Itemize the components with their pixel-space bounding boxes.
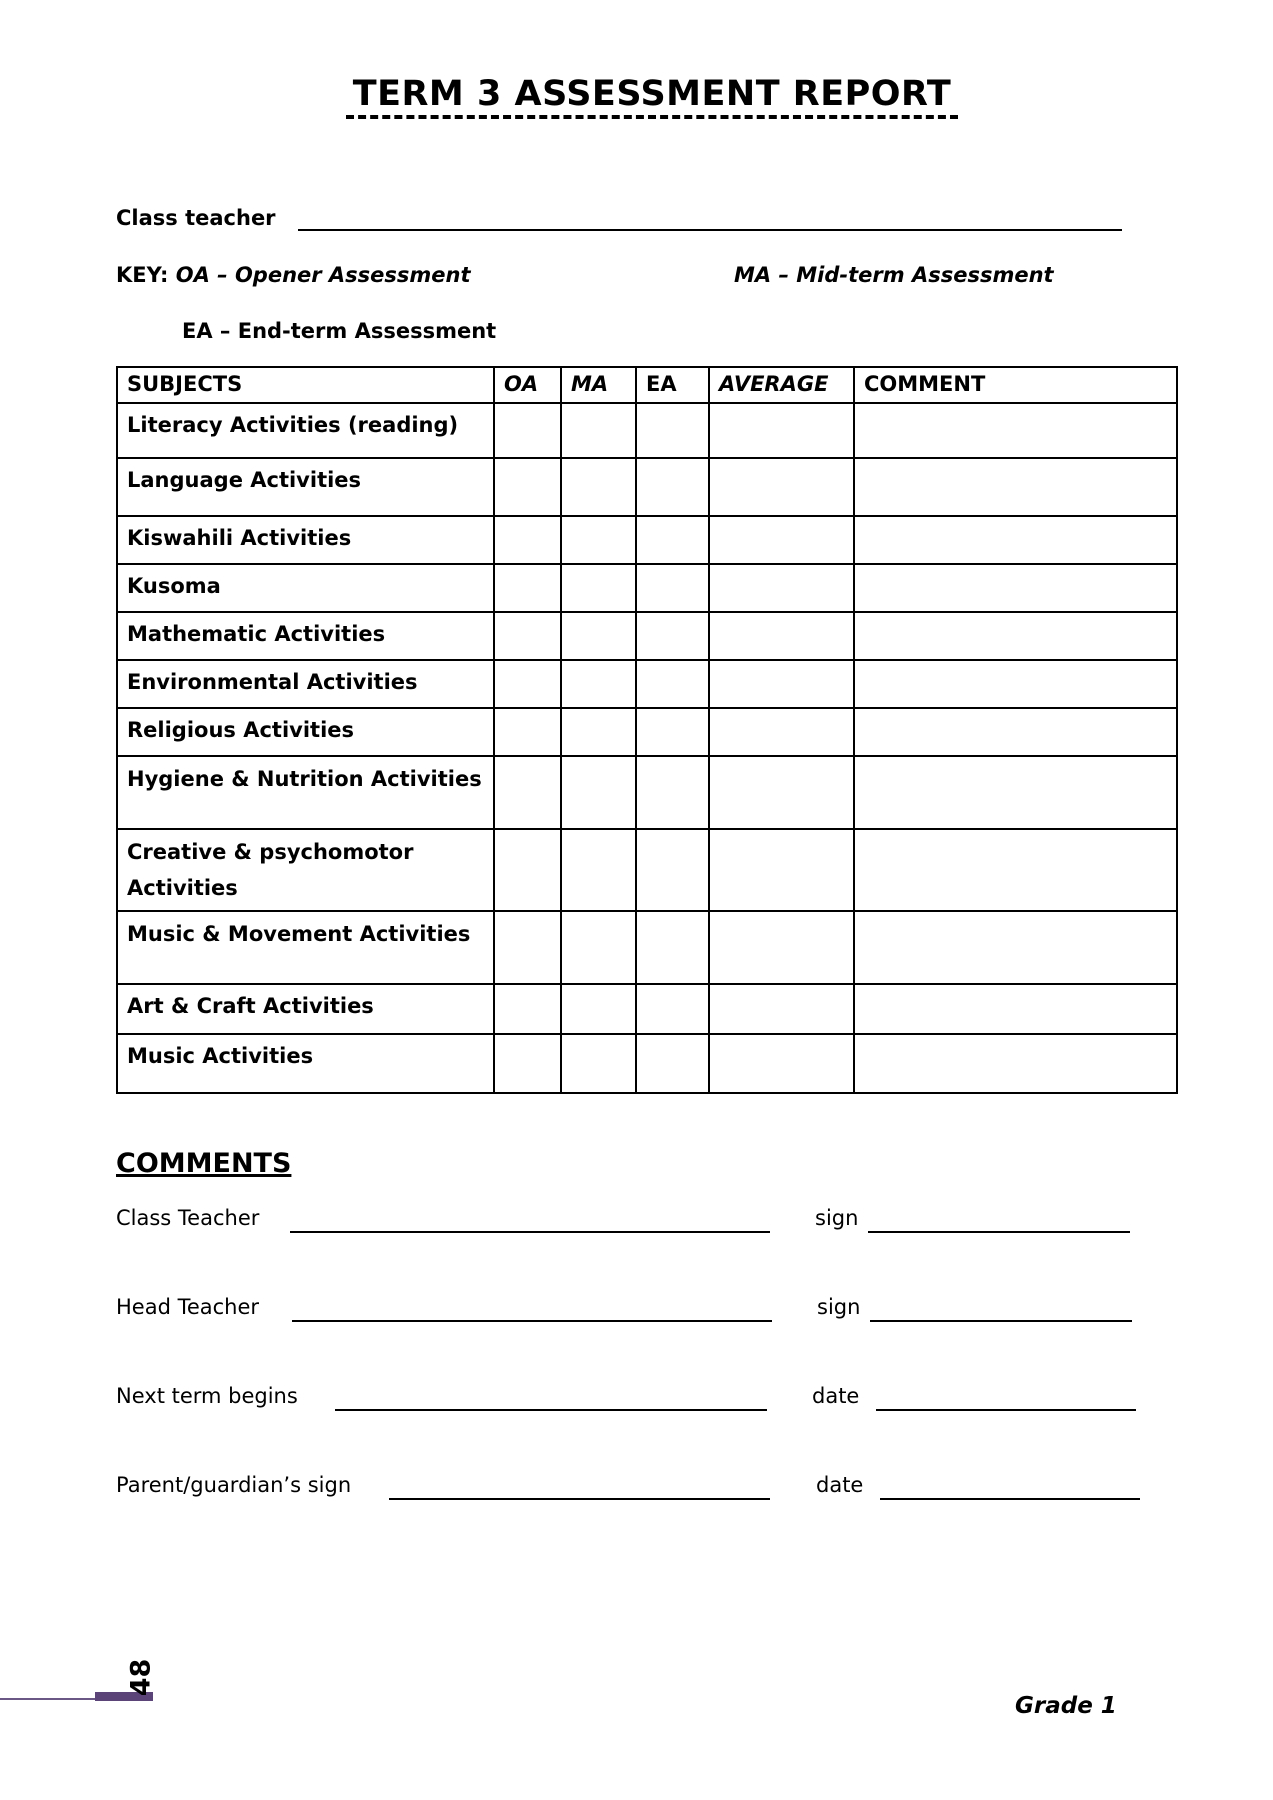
page-title: TERM 3 ASSESSMENT REPORT <box>352 74 952 114</box>
next-term-field[interactable] <box>335 1409 767 1411</box>
ea-cell[interactable] <box>636 1034 709 1093</box>
ea-cell[interactable] <box>636 516 709 564</box>
subject-cell: Religious Activities <box>117 708 494 756</box>
average-cell[interactable] <box>709 403 854 458</box>
header-ea: EA <box>636 367 709 403</box>
ma-cell[interactable] <box>561 564 636 612</box>
ea-cell[interactable] <box>636 660 709 708</box>
oa-cell[interactable] <box>494 1034 561 1093</box>
oa-cell[interactable] <box>494 984 561 1034</box>
subject-cell: Environmental Activities <box>117 660 494 708</box>
subject-cell: Language Activities <box>117 458 494 516</box>
oa-cell[interactable] <box>494 829 561 911</box>
parent-sign-label: Parent/guardian’s sign <box>116 1473 352 1497</box>
parent-date-field[interactable] <box>880 1498 1140 1500</box>
ea-cell[interactable] <box>636 708 709 756</box>
comment-cell[interactable] <box>854 756 1177 829</box>
next-term-label: Next term begins <box>116 1384 298 1408</box>
subject-cell: Creative & psychomotor Activities <box>117 829 494 911</box>
next-term-date-field[interactable] <box>876 1409 1136 1411</box>
ea-cell[interactable] <box>636 403 709 458</box>
comment-cell[interactable] <box>854 458 1177 516</box>
head-teacher-sign-field[interactable] <box>870 1320 1132 1322</box>
table-row <box>117 756 1177 829</box>
class-teacher-sign-field[interactable] <box>868 1231 1130 1233</box>
key-label: KEY: <box>116 263 169 287</box>
table-row <box>117 911 1177 984</box>
ma-cell[interactable] <box>561 403 636 458</box>
comment-cell[interactable] <box>854 660 1177 708</box>
parent-sign-field[interactable] <box>389 1498 770 1500</box>
class-teacher-comment-label: Class Teacher <box>116 1206 260 1230</box>
key-ma-text: MA – Mid-term Assessment <box>734 263 1054 287</box>
ma-cell[interactable] <box>561 516 636 564</box>
key-ea: EA – End-term Assessment <box>182 319 497 343</box>
ea-cell[interactable] <box>636 612 709 660</box>
comment-cell[interactable] <box>854 911 1177 984</box>
ea-cell[interactable] <box>636 756 709 829</box>
ea-cell[interactable] <box>636 984 709 1034</box>
oa-cell[interactable] <box>494 708 561 756</box>
table-row <box>117 458 1177 516</box>
ea-cell[interactable] <box>636 911 709 984</box>
ma-cell[interactable] <box>561 708 636 756</box>
header-average: AVERAGE <box>709 367 854 403</box>
oa-cell[interactable] <box>494 516 561 564</box>
ma-cell[interactable] <box>561 984 636 1034</box>
table-row <box>117 708 1177 756</box>
subject-cell: Music Activities <box>117 1034 494 1093</box>
average-cell[interactable] <box>709 660 854 708</box>
ea-cell[interactable] <box>636 564 709 612</box>
ea-cell[interactable] <box>636 829 709 911</box>
ma-cell[interactable] <box>561 458 636 516</box>
ea-cell[interactable] <box>636 458 709 516</box>
oa-cell[interactable] <box>494 911 561 984</box>
average-cell[interactable] <box>709 516 854 564</box>
average-cell[interactable] <box>709 911 854 984</box>
table-header-row <box>117 367 1177 403</box>
header-oa: OA <box>494 367 561 403</box>
ma-cell[interactable] <box>561 829 636 911</box>
key-block <box>116 262 471 288</box>
table-row <box>117 403 1177 458</box>
oa-cell[interactable] <box>494 660 561 708</box>
table-row <box>117 612 1177 660</box>
ma-cell[interactable] <box>561 911 636 984</box>
oa-cell[interactable] <box>494 403 561 458</box>
subject-cell: Literacy Activities (reading) <box>117 403 494 458</box>
header-subjects: SUBJECTS <box>117 367 494 403</box>
oa-cell[interactable] <box>494 564 561 612</box>
subject-cell: Mathematic Activities <box>117 612 494 660</box>
key-oa: OA – Opener Assessment <box>175 263 471 287</box>
class-teacher-field[interactable] <box>298 229 1122 231</box>
table-row <box>117 516 1177 564</box>
class-teacher-sign-label: sign <box>815 1206 859 1230</box>
next-term-date-label: date <box>812 1384 860 1408</box>
table-row <box>117 984 1177 1034</box>
oa-cell[interactable] <box>494 458 561 516</box>
table-row <box>117 564 1177 612</box>
parent-date-label: date <box>816 1473 864 1497</box>
table-row <box>117 660 1177 708</box>
average-cell[interactable] <box>709 708 854 756</box>
comment-cell[interactable] <box>854 612 1177 660</box>
comment-cell[interactable] <box>854 829 1177 911</box>
head-teacher-comment-label: Head Teacher <box>116 1295 260 1319</box>
table-row <box>117 1034 1177 1093</box>
footer-rule <box>0 1698 95 1700</box>
ma-cell[interactable] <box>561 1034 636 1093</box>
comment-cell[interactable] <box>854 516 1177 564</box>
subject-cell: Music & Movement Activities <box>117 911 494 984</box>
average-cell[interactable] <box>709 1034 854 1093</box>
subject-cell: Hygiene & Nutrition Activities <box>117 756 494 829</box>
oa-cell[interactable] <box>494 612 561 660</box>
comment-cell[interactable] <box>854 564 1177 612</box>
assessment-table <box>116 366 1178 1094</box>
average-cell[interactable] <box>709 458 854 516</box>
title-dashed-underline <box>346 115 958 119</box>
subject-cell: Kusoma <box>117 564 494 612</box>
comment-cell[interactable] <box>854 1034 1177 1093</box>
subject-cell: Kiswahili Activities <box>117 516 494 564</box>
average-cell[interactable] <box>709 564 854 612</box>
comment-cell[interactable] <box>854 984 1177 1034</box>
ma-cell[interactable] <box>561 612 636 660</box>
average-cell[interactable] <box>709 612 854 660</box>
average-cell[interactable] <box>709 829 854 911</box>
class-teacher-label: Class teacher <box>116 206 276 230</box>
comment-cell[interactable] <box>854 708 1177 756</box>
subject-cell: Art & Craft Activities <box>117 984 494 1034</box>
head-teacher-sign-label: sign <box>817 1295 861 1319</box>
page-number: 48 <box>125 1658 157 1697</box>
ma-cell[interactable] <box>561 756 636 829</box>
class-teacher-comment-field[interactable] <box>290 1231 770 1233</box>
header-comment: COMMENT <box>854 367 1177 403</box>
comment-cell[interactable] <box>854 403 1177 458</box>
average-cell[interactable] <box>709 984 854 1034</box>
key-ma <box>734 262 1054 288</box>
grade-label: Grade 1 <box>1015 1693 1117 1719</box>
average-cell[interactable] <box>709 756 854 829</box>
table-row <box>117 829 1177 911</box>
header-ma: MA <box>561 367 636 403</box>
head-teacher-comment-field[interactable] <box>292 1320 772 1322</box>
oa-cell[interactable] <box>494 756 561 829</box>
comments-heading: COMMENTS <box>116 1148 292 1179</box>
ma-cell[interactable] <box>561 660 636 708</box>
